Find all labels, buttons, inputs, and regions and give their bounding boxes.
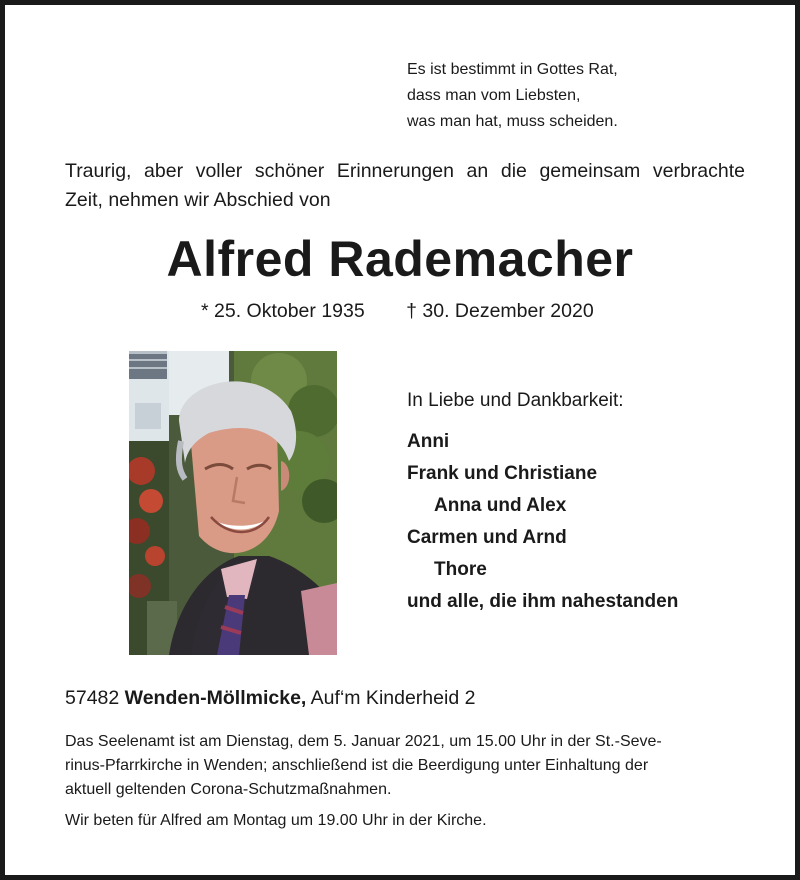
- address-street: Auf‘m Kinderheid 2: [310, 687, 476, 709]
- verse-line: Es ist bestimmt in Gottes Rat,: [407, 61, 618, 78]
- service-info: [65, 730, 745, 833]
- family-member: Anni: [407, 431, 450, 452]
- death-date: † 30. Dezember 2020: [406, 300, 594, 322]
- family-member: Anna und Alex: [434, 495, 567, 516]
- deceased-name: Alfred Rademacher: [166, 231, 634, 287]
- service-paragraph: [65, 730, 745, 802]
- verse-line: was man hat, muss scheiden.: [407, 113, 618, 130]
- intro-line: Zeit, nehmen wir Abschied von: [65, 189, 331, 211]
- family-member: Frank und Christiane: [407, 463, 598, 484]
- verse-line: dass man vom Liebsten,: [407, 87, 581, 104]
- service-line: Das Seelenamt ist am Dienstag, dem 5. Januar 2021, um 15.00 Uhr in der St.-Seve-: [65, 733, 662, 750]
- family-member: und alle, die ihm nahestanden: [407, 591, 679, 612]
- family-member: Carmen und Arnd: [407, 527, 567, 548]
- address-postcode: 57482: [65, 687, 120, 709]
- mourning-address: [65, 683, 475, 713]
- intro-line: Traurig, aber voller schöner Erinnerungen an die gemeinsam verbrachte: [65, 160, 745, 182]
- intro-text: [65, 157, 745, 215]
- service-line: aktuell geltenden Corona-Schutzmaßnahmen.: [65, 781, 392, 798]
- family-member: Thore: [434, 559, 487, 580]
- family-list: [407, 387, 678, 618]
- thanks-line: In Liebe und Dankbarkeit:: [407, 390, 624, 411]
- prayer-note: Wir beten für Alfred am Montag um 19.00 Uhr in der Kirche.: [65, 812, 487, 829]
- birth-date: * 25. Oktober 1935: [201, 300, 365, 322]
- portrait-photo: [129, 351, 337, 655]
- life-dates: [201, 297, 594, 325]
- service-line: rinus-Pfarrkirche in Wenden; anschließend ist die Beerdigung unter Einhaltung der: [65, 757, 649, 774]
- address-town: Wenden-Möllmicke,: [124, 687, 307, 709]
- bible-verse: [407, 57, 618, 135]
